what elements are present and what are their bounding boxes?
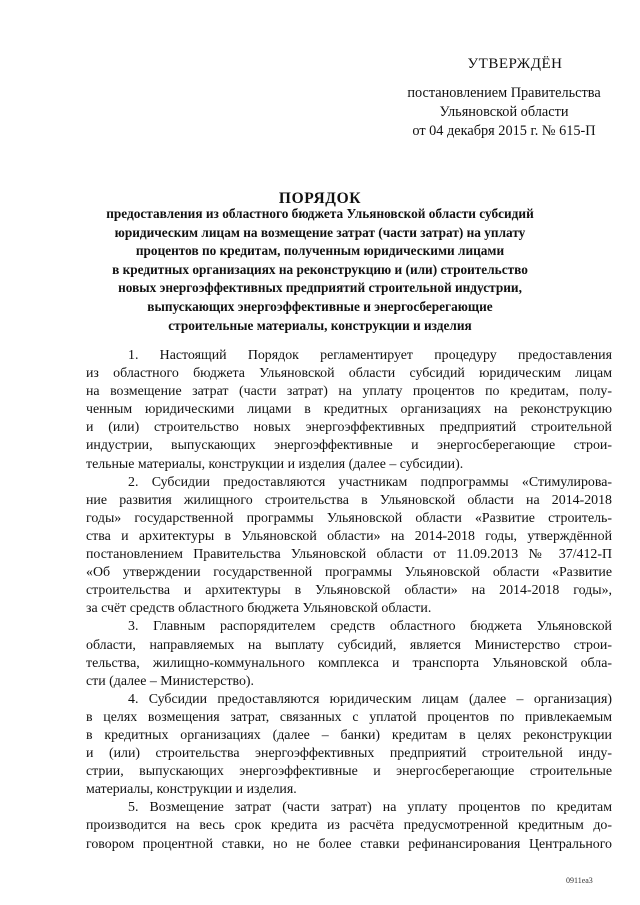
paragraph-2 (86, 474, 612, 619)
approval-line: от 04 декабря 2015 г. № 615-П (412, 123, 596, 139)
subtitle-line: строительные материалы, конструкции и изделия (168, 317, 472, 333)
subtitle-line: предоставления из областного бюджета Ульяновской области субсидий (106, 206, 534, 221)
subtitle-line: выпускающих энергоэффективные и энергосберегающие (147, 298, 493, 314)
paragraph-line: говором процентной ставки, но не более ставки рефинансирования Центрального (86, 836, 612, 852)
paragraph-line: 5. Возмещение затрат (части затрат) на уплату процентов по кредитам (128, 800, 612, 816)
paragraph-line: 1. Настоящий Порядок регламентирует процедуру предоставления (128, 348, 612, 363)
paragraph-line: материалы, конструкции и изделия. (86, 782, 297, 798)
paragraph-line: сти (далее – Министерство). (86, 673, 255, 689)
paragraph-line: тельные материалы, конструкции и изделия (далее – субсидии). (86, 456, 464, 472)
document-title: ПОРЯДОК (278, 190, 362, 207)
paragraph-line: в целях возмещения затрат, связанных с уплатой процентов по привлекаемым (86, 709, 612, 725)
paragraph-line: 2. Субсидии предоставляются участникам подпрограммы «Стимулирова- (128, 474, 612, 490)
paragraph-line: ние развития жилищного строительства в Ульяновской области на 2014-2018 (86, 492, 612, 508)
paragraph-line: годы» государственной программы Ульяновской области «Развитие строитель- (86, 510, 612, 526)
paragraph-3 (86, 618, 612, 690)
document-body (86, 347, 612, 854)
paragraph-line: строительства и архитектуры в Ульяновской области» на 2014-2018 годы», (86, 583, 612, 599)
paragraph-line: и (или) строительство новых энергоэффективных предприятий строительной (86, 420, 612, 436)
approval-line: Ульяновской области (439, 104, 569, 120)
paragraph-line: ства и архитектуры в Ульяновской области» на 2014-2018 годы, утверждённой (86, 528, 612, 544)
paragraph-4 (86, 691, 612, 800)
paragraph-line: и (или) строительства энергоэффективных предприятий строительной инду- (86, 746, 612, 762)
paragraph-line: за счёт средств областного бюджета Ульяновской области. (86, 601, 432, 617)
paragraph-line: «Об утверждении государственной программы Ульяновской области «Развитие (86, 565, 612, 581)
paragraph-line: 4. Субсидии предоставляются юридическим лицам (далее – организация) (128, 691, 612, 707)
paragraph-line: ченным юридическими лицами в кредитных организациях на реконструкцию (86, 402, 612, 418)
paragraph-line: на возмещение затрат (части затрат) на уплату процентов по кредитам, полу- (86, 384, 612, 400)
approval-line: постановлением Правительства (407, 85, 601, 101)
paragraph-line: области, направляемых на выплату субсидий, является Министерство строи- (86, 637, 612, 653)
paragraph-line: в кредитных организациях (далее – банки) кредитам в целях реконструкции (86, 727, 612, 743)
subtitle-line: в кредитных организациях на реконструкцию и (или) строительство (112, 261, 528, 277)
paragraph-5 (86, 799, 612, 853)
paragraph-line: тельства, жилищно-коммунального комплекса и транспорта Ульяновской обла- (86, 655, 612, 671)
document-subtitle (90, 205, 550, 335)
paragraph-line: производится на весь срок кредита из расчёта предусмотренной кредитным до- (86, 818, 612, 834)
paragraph-line: постановлением Правительства Ульяновской области от 11.09.2013 № 37/412-П (86, 547, 612, 563)
paragraph-line: 3. Главным распорядителем средств областного бюджета Ульяновской (128, 619, 612, 635)
footer-code: 0911ea3 (566, 876, 593, 885)
paragraph-1 (86, 347, 612, 474)
paragraph-line: стрии, выпускающих энергоэффективные и энергосберегающие строительные (86, 764, 612, 780)
paragraph-line: индустрии, выпускающих энергоэффективные и энергосберегающие строи- (86, 438, 612, 454)
subtitle-line: юридическим лицам на возмещение затрат (части затрат) на уплату (114, 224, 526, 240)
paragraph-line: из областного бюджета Ульяновской области субсидий юридическим лицам (86, 366, 612, 382)
approval-block (398, 84, 610, 141)
subtitle-line: процентов по кредитам, полученным юридическими лицами (135, 243, 505, 259)
subtitle-line: новых энергоэффективных предприятий строительной индустрии, (118, 280, 522, 296)
approval-title: УТВЕРЖДЁН (467, 56, 563, 72)
